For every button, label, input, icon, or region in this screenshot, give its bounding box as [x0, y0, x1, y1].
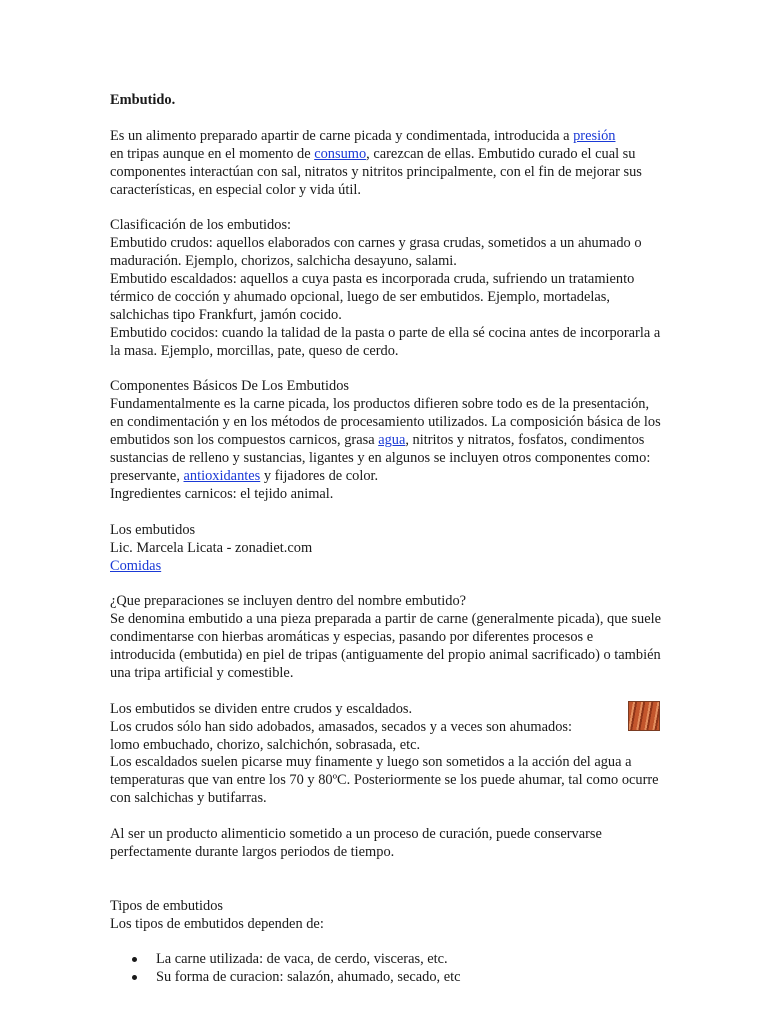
clasificacion-heading: Clasificación de los embutidos: [110, 217, 292, 234]
componentes-text-2: , nitritos y nitratos, fosfatos, condimentos sustancias de relleno y sustancias, ligantes y en algunos se incluyen otros componentes como: preservante, [110, 432, 651, 484]
intro-text-3: , carezcan de ellas. Embutido curado el cual su componentes interactúan con sal, nitratos y nitritos principalmente, con el fin de mejorar sus características, en especial color y vida útil. [110, 145, 642, 198]
division-line-1: Los embutidos se dividen entre crudos y escaldados. [110, 700, 413, 717]
tipos-list [110, 951, 662, 987]
sausage-image [628, 701, 660, 731]
antioxidantes-link[interactable]: antioxidantes [183, 467, 261, 484]
consumo-link[interactable]: consumo [314, 145, 367, 162]
intro-text-2: en tripas aunque en el momento de [110, 145, 315, 162]
tipos-heading: Tipos de embutidos [110, 897, 224, 914]
division-section [110, 701, 662, 808]
list-item-text: Su forma de curacion: salazón, ahumado, secado, etc [156, 969, 461, 986]
list-item [156, 951, 662, 969]
presion-link[interactable]: presión [573, 127, 616, 144]
intro-text-1: Es un alimento preparado apartir de carne picada y condimentada, introducida a [110, 127, 574, 144]
clasificacion-escaldados: Embutido escaldados: aquellos a cuya pasta es incorporada cruda, sufriendo un tratamiento térmico de cocción y ahumado opcional, luego de ser embutidos. Ejemplo, mortadelas, salchichas tipo Frankfurt, jamón cocido. [110, 271, 635, 323]
bullet-icon [132, 975, 137, 980]
bullet-icon [132, 957, 137, 962]
clasificacion-crudos: Embutido crudos: aquellos elaborados con carnes y grasa crudas, sometidos a un ahumado o maduración. Ejemplo, chorizos, salchicha desayuno, salami. [110, 235, 642, 270]
componentes-paragraph [110, 396, 662, 486]
intro-paragraph [110, 128, 662, 200]
source-title: Los embutidos [110, 521, 196, 538]
document-title: Embutido. [110, 92, 176, 108]
componentes-heading: Componentes Básicos De Los Embutidos [110, 378, 350, 395]
division-line-2: Los crudos sólo han sido adobados, amasados, secados y a veces son ahumados: [110, 718, 573, 735]
division-line-3: lomo embuchado, chorizo, salchichón, sobrasada, etc. [110, 736, 421, 753]
componentes-text-3: y fijadores de color. [260, 467, 379, 484]
division-line-4: Los escaldados suelen picarse muy finamente y luego son sometidos a la acción del agua a temperaturas que van entre los 70 y 80ºC. Posteriormente se los puede ahumar, tal como ocurre con salchichas y butifarras. [110, 754, 659, 807]
list-item-text: La carne utilizada: de vaca, de cerdo, visceras, etc. [156, 951, 448, 968]
pregunta-body: Se denomina embutido a una pieza preparada a partir de carne (generalmente picada), que suele condimentarse con hierbas aromáticas y especias, pasando por diferentes procesos e introducida (embutida) en piel de tripas (antiguamente del propio animal sacrificado) o también una tripa artificial y comestible. [110, 611, 661, 681]
curacion-paragraph: Al ser un producto alimenticio sometido a un proceso de curación, puede conservarse perfectamente durante largos periodos de tiempo. [110, 826, 602, 860]
pregunta-heading: ¿Que preparaciones se incluyen dentro del nombre embutido? [110, 593, 467, 610]
clasificacion-cocidos: Embutido cocidos: cuando la talidad de la pasta o parte de ella sé cocina antes de incorporarla a la masa. Ejemplo, morcillas, pate, queso de cerdo. [110, 324, 661, 359]
tipos-intro: Los tipos de embutidos dependen de: [110, 915, 324, 932]
document-body [110, 92, 662, 987]
source-author: Lic. Marcela Licata - zonadiet.com [110, 539, 313, 556]
componentes-text-1: Fundamentalmente es la carne picada, los productos difieren sobre todo es de la presentación, en condimentación y en los métodos de procesamiento utilizados. La composición básica de los embutidos son los compuestos carnicos, grasa [110, 396, 661, 449]
ingredientes-line: Ingredientes carnicos: el tejido animal. [110, 485, 334, 502]
list-item [156, 969, 662, 987]
agua-link[interactable]: agua [378, 432, 406, 449]
comidas-link[interactable]: Comidas [110, 557, 162, 574]
